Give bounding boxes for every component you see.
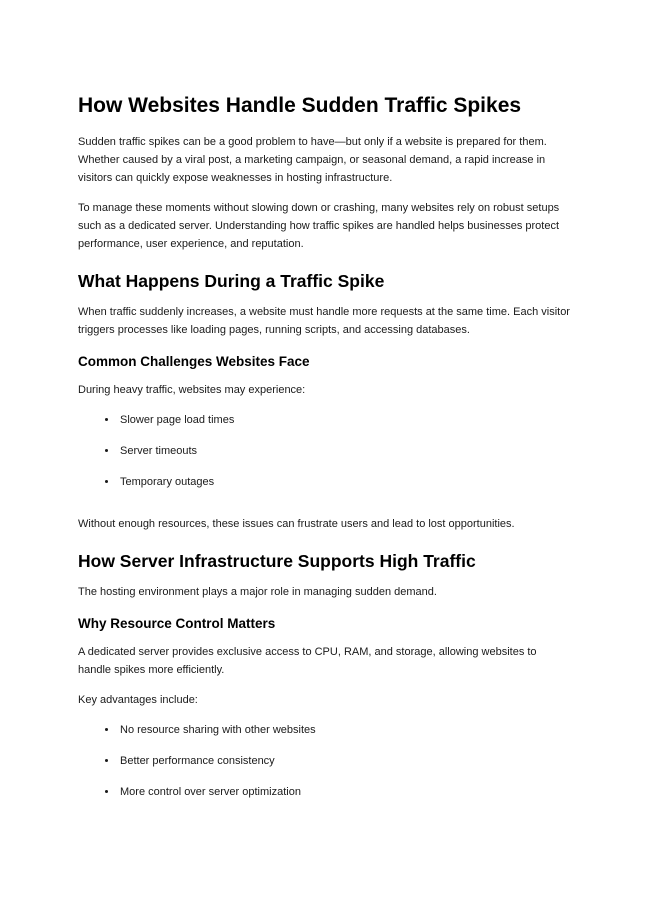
list-item: • Slower page load times bbox=[118, 411, 572, 429]
resource-control-paragraph-1: A dedicated server provides exclusive access to CPU, RAM, and storage, allowing websites to handle spikes more efficiently. bbox=[78, 646, 537, 676]
section-heading-infrastructure: How Server Infrastructure Supports High Traffic bbox=[78, 551, 476, 571]
list-item: • Temporary outages bbox=[118, 473, 572, 491]
subsection-heading-common-challenges: Common Challenges Websites Face bbox=[78, 354, 310, 369]
list-item: • Server timeouts bbox=[118, 442, 572, 460]
document-title: How Websites Handle Sudden Traffic Spikes bbox=[78, 94, 522, 117]
intro-paragraph-1: Sudden traffic spikes can be a good problem to have—but only if a website is prepared for them. Whether caused by a viral post, a marketing campaign, or seasonal demand, a rapid increase in visitors can quickly expose weaknesses in hosting infrastructure. bbox=[78, 136, 547, 184]
subsection-heading-resource-control: Why Resource Control Matters bbox=[78, 616, 276, 631]
list-item: • No resource sharing with other websites bbox=[118, 721, 572, 739]
section-heading-traffic-spike: What Happens During a Traffic Spike bbox=[78, 271, 385, 291]
challenges-bullet-list bbox=[78, 411, 572, 491]
challenges-outro-paragraph: Without enough resources, these issues can frustrate users and lead to lost opportunities. bbox=[78, 518, 515, 530]
intro-paragraph-2: To manage these moments without slowing down or crashing, many websites rely on robust setups such as a dedicated server. Understanding how traffic spikes are handled helps businesses protect performance, user experience, and reputation. bbox=[78, 202, 560, 250]
challenges-intro-paragraph: During heavy traffic, websites may experience: bbox=[78, 384, 306, 396]
traffic-spike-paragraph: When traffic suddenly increases, a website must handle more requests at the same time. Each visitor triggers processes like loading pages, running scripts, and accessing databases. bbox=[78, 306, 570, 336]
list-item: • Better performance consistency bbox=[118, 752, 572, 770]
list-item: • More control over server optimization bbox=[118, 783, 572, 801]
resource-control-paragraph-2: Key advantages include: bbox=[78, 694, 198, 706]
advantages-bullet-list bbox=[78, 721, 572, 801]
infrastructure-paragraph: The hosting environment plays a major role in managing sudden demand. bbox=[78, 586, 437, 598]
